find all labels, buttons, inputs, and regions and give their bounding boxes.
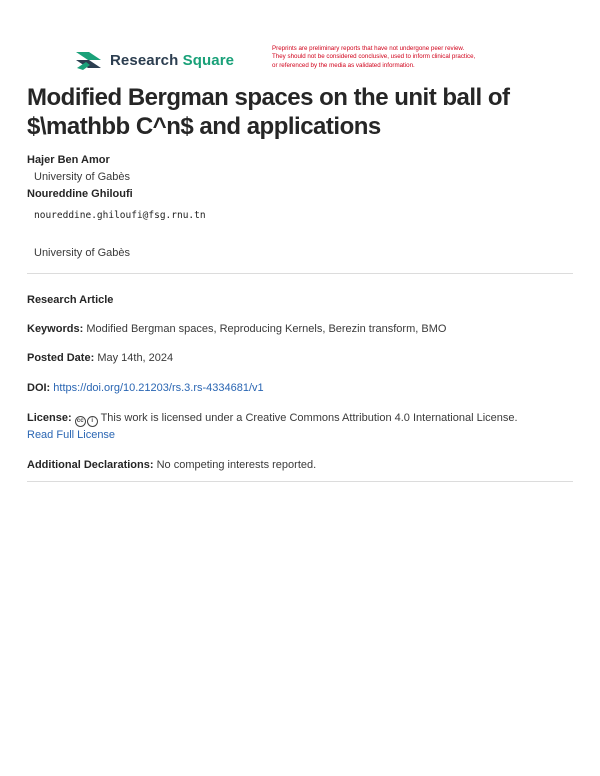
notice-line: or referenced by the media as validated information. bbox=[272, 61, 415, 69]
license-row bbox=[27, 410, 573, 443]
license-label: License: bbox=[27, 412, 72, 424]
author-affiliation: University of Gabès bbox=[34, 171, 130, 183]
read-full-license-link[interactable]: Read Full License bbox=[27, 429, 116, 441]
license-text: This work is licensed under a Creative Commons Attribution 4.0 International License. bbox=[100, 412, 518, 424]
doi-link[interactable]: https://doi.org/10.21203/rs.3.rs-4334681/v1 bbox=[53, 382, 264, 394]
article-title bbox=[27, 83, 587, 141]
author-name[interactable]: Hajer Ben Amor bbox=[27, 154, 110, 166]
research-square-logo-icon bbox=[74, 49, 104, 71]
by-icon: i bbox=[87, 416, 98, 427]
article-type: Research Article bbox=[27, 294, 114, 306]
author-name[interactable]: Noureddine Ghiloufi bbox=[27, 188, 133, 200]
title-line-1: Modified Bergman spaces on the unit ball of bbox=[27, 84, 510, 111]
title-line-2: $\mathbb C^n$ and applications bbox=[27, 113, 381, 140]
declarations-row bbox=[27, 457, 573, 473]
cc-icon: cc bbox=[75, 416, 86, 427]
brand-name: Research Square bbox=[110, 51, 235, 69]
divider bbox=[27, 481, 573, 482]
research-square-logo[interactable] bbox=[74, 49, 234, 71]
author-affiliation: University of Gabès bbox=[34, 247, 130, 259]
declarations-value: No competing interests reported. bbox=[156, 459, 317, 471]
notice-line: Preprints are preliminary reports that have not undergone peer review. bbox=[272, 45, 465, 52]
doi-row bbox=[27, 380, 573, 396]
posted-date-row bbox=[27, 350, 573, 366]
keywords-row bbox=[27, 321, 573, 337]
preprint-notice bbox=[272, 45, 534, 70]
keywords-label: Keywords: bbox=[27, 323, 84, 335]
doi-label: DOI: bbox=[27, 382, 51, 394]
keywords-value: Modified Bergman spaces, Reproducing Kernels, Berezin transform, BMO bbox=[86, 323, 447, 335]
notice-line: They should not be considered conclusive, used to inform clinical practice, bbox=[272, 53, 476, 61]
posted-date-value: May 14th, 2024 bbox=[97, 352, 174, 364]
posted-date-label: Posted Date: bbox=[27, 352, 95, 364]
divider bbox=[27, 273, 573, 274]
author-email[interactable]: noureddine.ghiloufi@fsg.rnu.tn bbox=[34, 210, 206, 221]
declarations-label: Additional Declarations: bbox=[27, 459, 154, 471]
